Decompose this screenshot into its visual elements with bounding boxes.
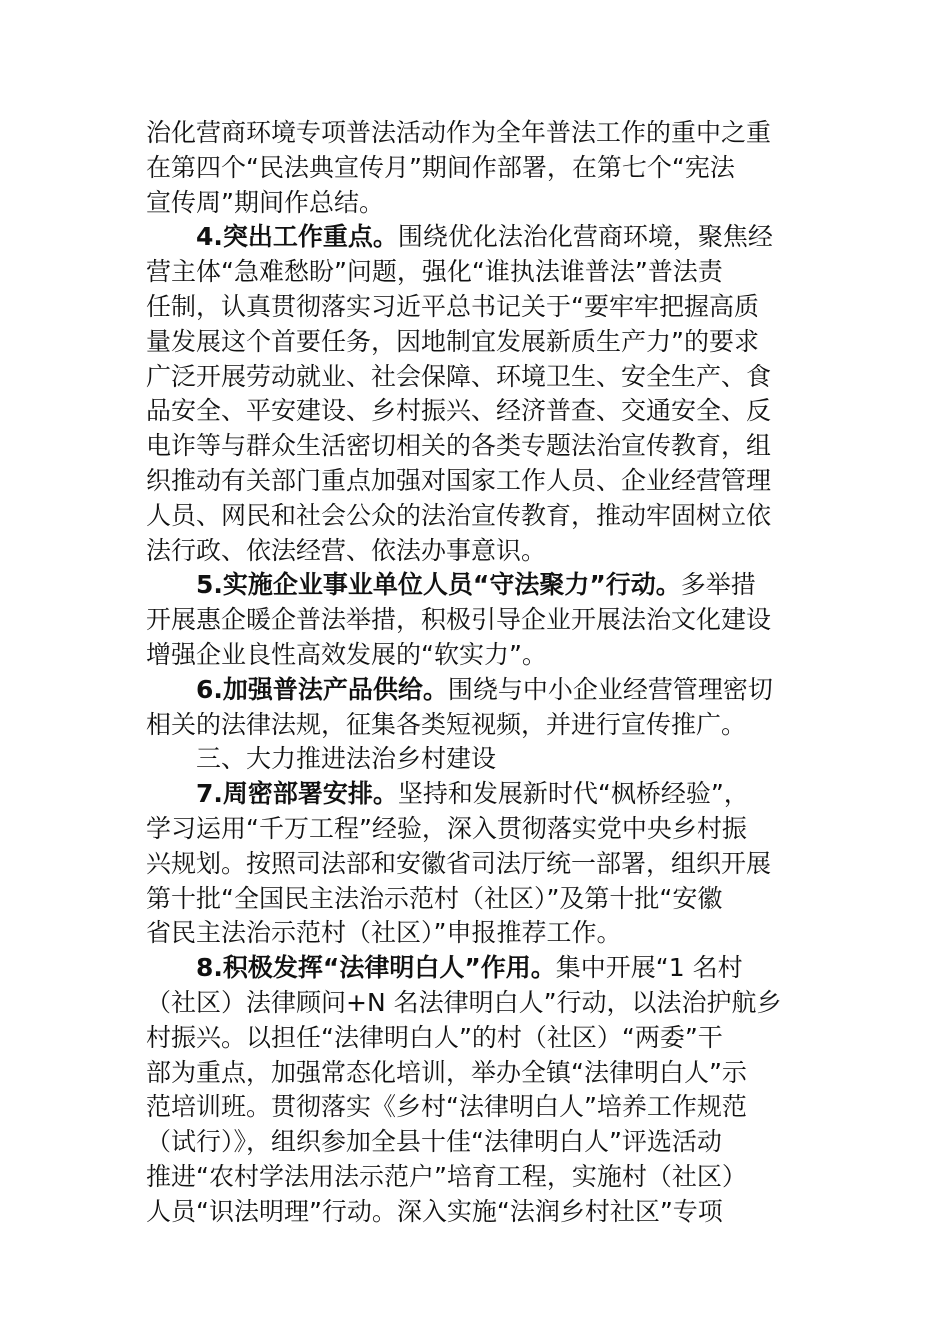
text-line: 织推动有关部门重点加强对国家工作人员、企业经营管理 <box>146 465 772 495</box>
text-line: 村振兴。以担任“法律明白人”的村（社区）“两委”干 <box>146 1022 723 1052</box>
text-line: 任制，认真贯彻落实习近平总书记关于“要牢牢把握高质 <box>146 291 759 321</box>
section-heading: 三、大力推进法治乡村建设 <box>196 744 497 774</box>
text-line: 法行政、依法经营、依法办事意识。 <box>146 535 547 565</box>
text-line: 兴规划。按照司法部和安徽省司法厅统一部署，组织开展 <box>146 848 772 878</box>
text-line: 电诈等与群众生活密切相关的各类专题法治宣传教育，组 <box>146 431 772 461</box>
numbered-item-heading-line <box>146 951 816 986</box>
text-line: 增强企业良性高效发展的“软实力”。 <box>146 639 547 669</box>
item-text: 集中开展“1 名村 <box>555 953 743 983</box>
text-line: 治化营商环境专项普法活动作为全年普法工作的重中之重 <box>146 118 772 147</box>
text-line: 广泛开展劳动就业、社会保障、环境卫生、安全生产、食 <box>146 361 772 391</box>
item-text: 坚持和发展新时代“枫桥经验”， <box>397 779 749 809</box>
item-heading: 8.积极发挥“法律明白人”作用。 <box>196 953 556 983</box>
item-text: 围绕与中小企业经营管理密切 <box>447 674 773 704</box>
numbered-item-heading-line <box>146 777 816 812</box>
text-line: 量发展这个首要任务，因地制宜发展新质生产力”的要求 <box>146 326 759 356</box>
text-line: 开展惠企暖企普法举措，积极引导企业开展法治文化建设 <box>146 605 772 635</box>
text-line: 学习运用“千万工程”经验，深入贯彻落实党中央乡村振 <box>146 813 747 843</box>
text-line: 营主体“急难愁盼”问题，强化“谁执法谁普法”普法责 <box>146 257 723 287</box>
text-line: 在第四个“民法典宣传月”期间作部署，在第七个“宪法 <box>146 152 735 182</box>
text-line: 相关的法律法规，征集各类短视频，并进行宣传推广。 <box>146 709 747 739</box>
text-line: 推进“农村学法用法示范户”培育工程，实施村（社区） <box>146 1161 747 1191</box>
item-heading: 4.突出工作重点。 <box>196 222 398 252</box>
text-line: 第十批“全国民主法治示范村（社区）”及第十批“安徽 <box>146 883 723 913</box>
numbered-item-heading-line <box>146 673 816 708</box>
text-line: 宣传周”期间作总结。 <box>146 187 384 217</box>
item-heading: 7.周密部署安排。 <box>196 779 398 809</box>
document-body <box>146 116 816 1230</box>
text-line: 省民主法治示范村（社区）”申报推荐工作。 <box>146 918 622 948</box>
text-line: （试行）》，组织参加全县十佳“法律明白人”评选活动 <box>146 1127 722 1157</box>
numbered-item-heading-line <box>146 220 816 255</box>
item-text: 多举措 <box>680 570 756 600</box>
text-line: 部为重点，加强常态化培训，举办全镇“法律明白人”示 <box>146 1057 747 1087</box>
item-text: 围绕优化法治化营商环境，聚焦经 <box>397 222 773 252</box>
text-line: 品安全、平安建设、乡村振兴、经济普查、交通安全、反 <box>146 396 772 426</box>
numbered-item-heading-line <box>146 568 816 603</box>
text-line: （社区）法律顾问+N 名法律明白人”行动，以法治护航乡 <box>146 987 782 1017</box>
text-line: 人员、网民和社会公众的法治宣传教育，推动牢固树立依 <box>146 500 772 530</box>
text-line: 人员“识法明理”行动。深入实施“法润乡村社区”专项 <box>146 1196 723 1226</box>
text-line: 范培训班。贯彻落实《乡村“法律明白人”培养工作规范 <box>146 1092 747 1122</box>
item-heading: 5.实施企业事业单位人员“守法聚力”行动。 <box>196 570 681 600</box>
item-heading: 6.加强普法产品供给。 <box>196 674 448 704</box>
